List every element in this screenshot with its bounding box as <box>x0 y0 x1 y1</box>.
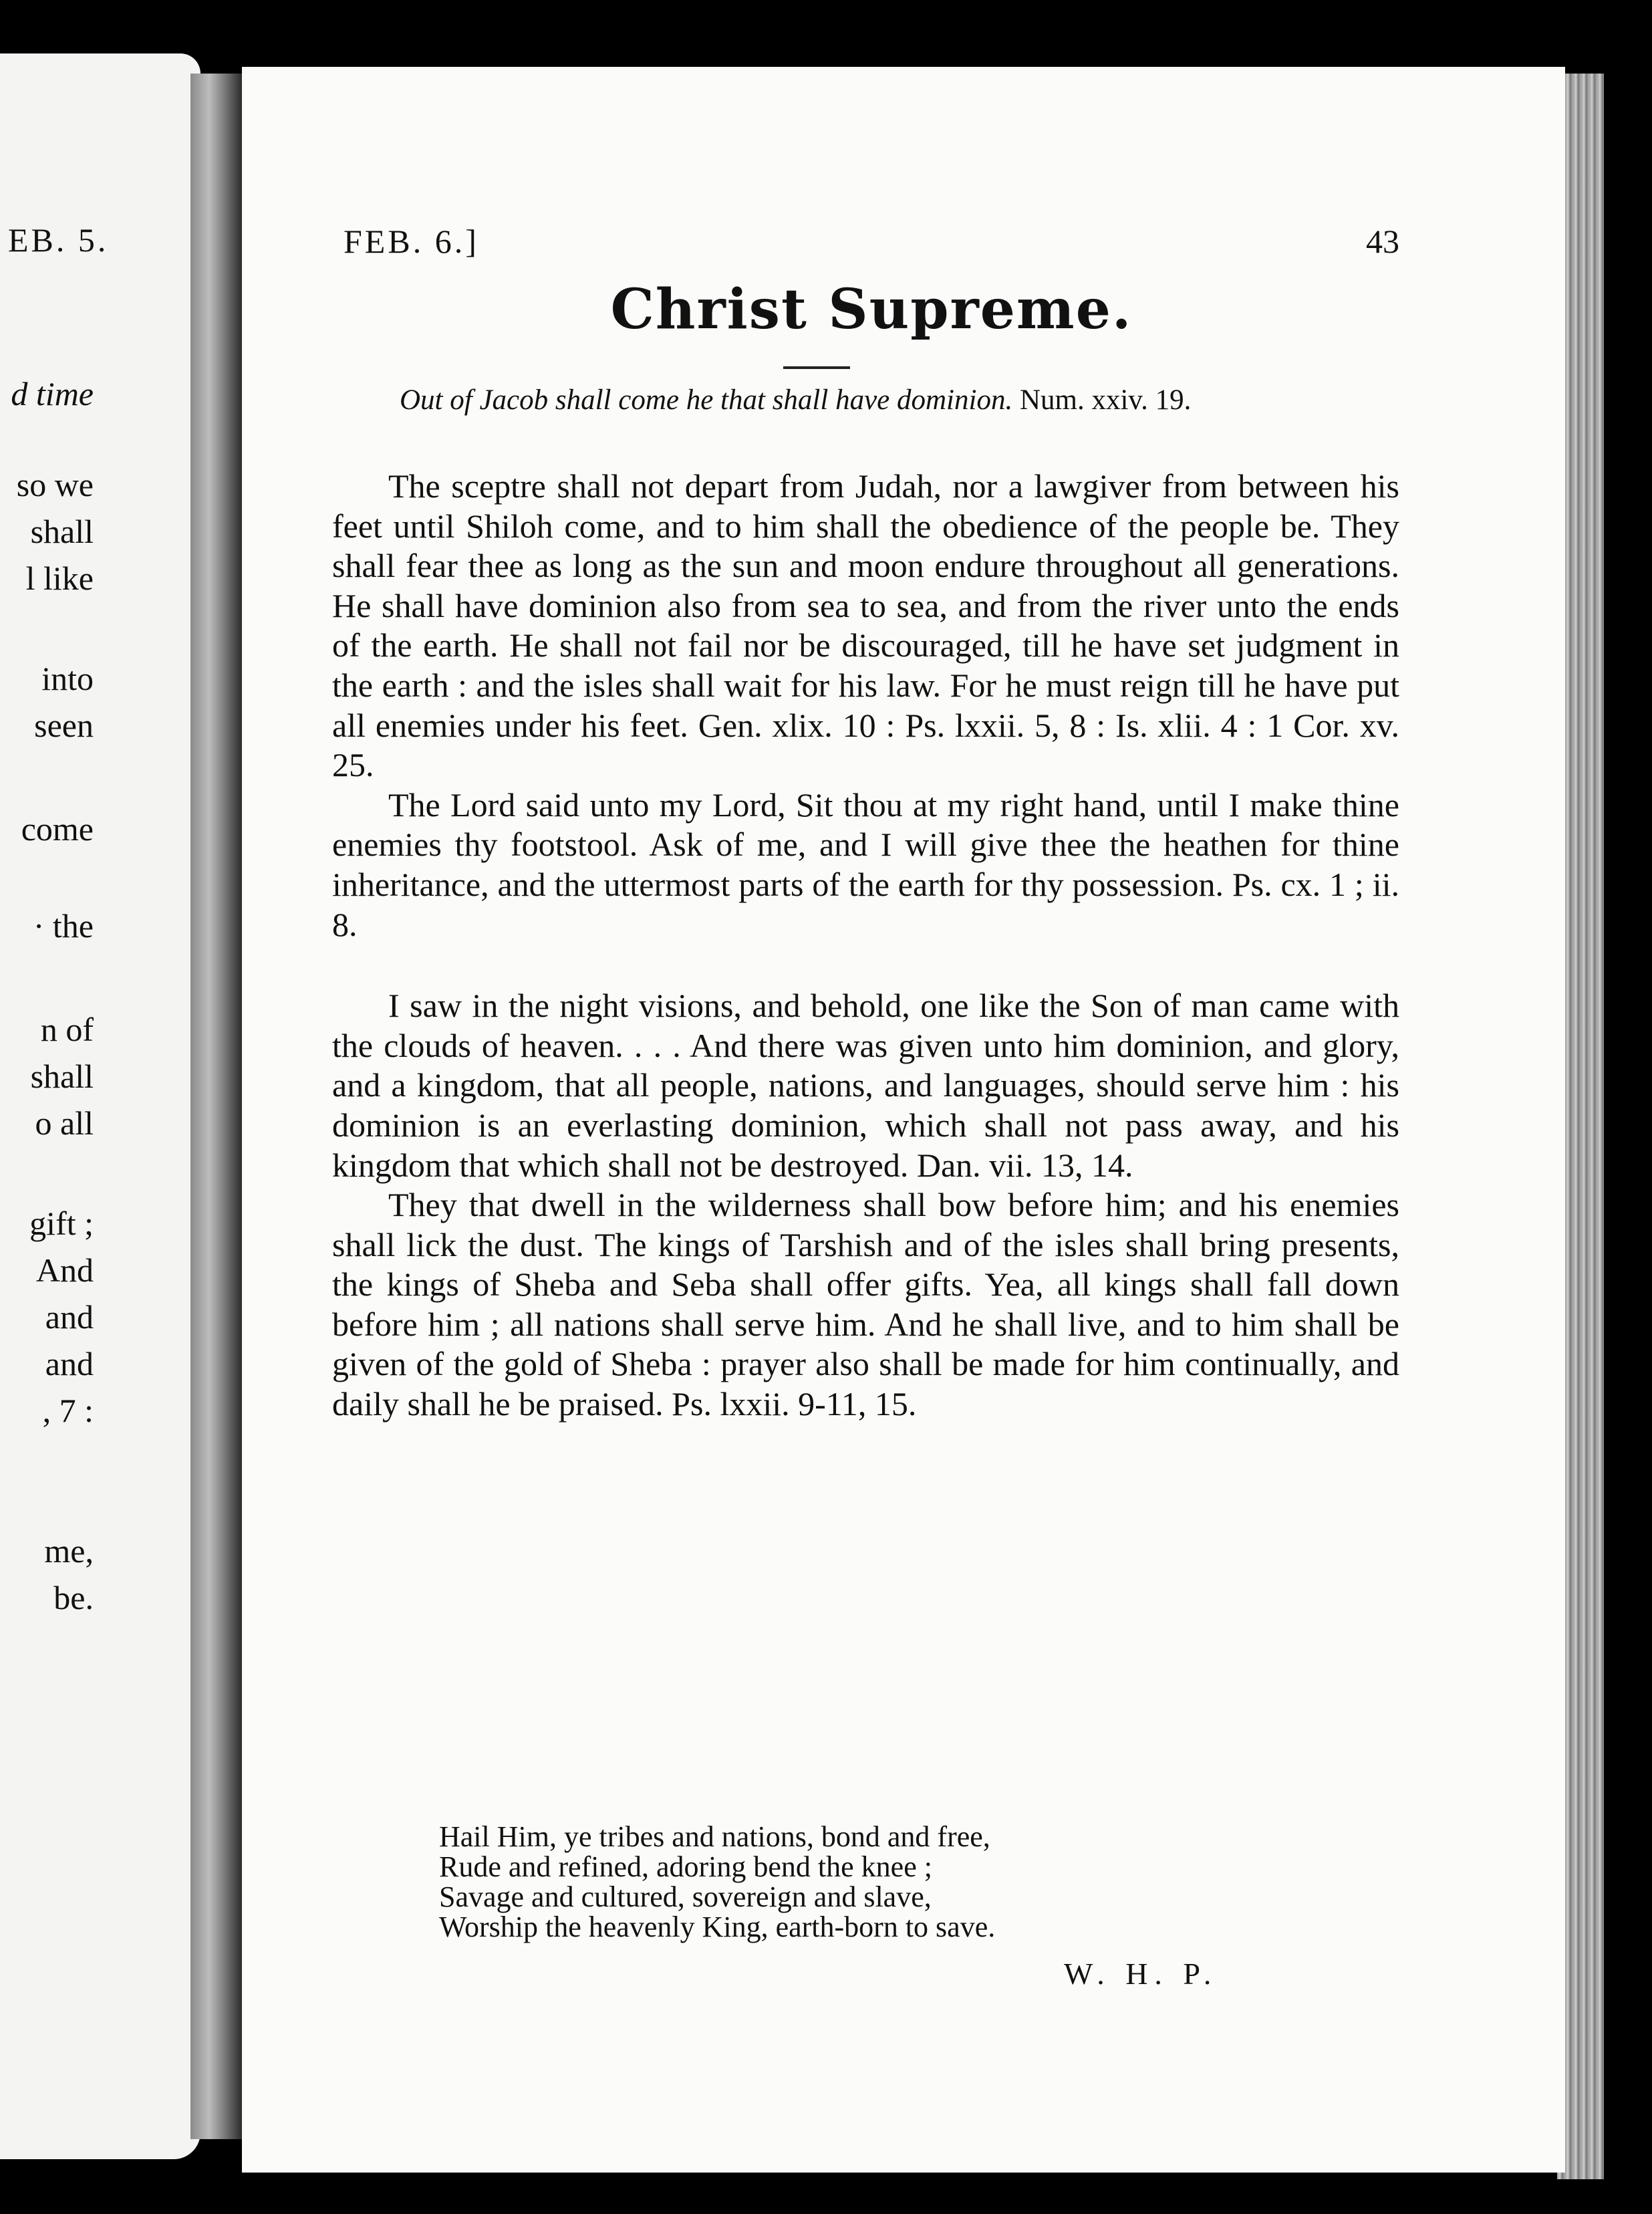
left-facing-page <box>0 53 200 2159</box>
left-page-line: into <box>41 660 94 697</box>
paragraph: The Lord said unto my Lord, Sit thou at my right hand, until I make thine enemies thy footstool. Ask of me, and I will give thee the heathen for thine inheritance, and the uttermost parts of the earth for thy possession. Ps. cx. 1 ; ii. 8. <box>332 785 1399 943</box>
left-page-line: and <box>45 1345 94 1382</box>
left-page-line: And <box>35 1251 94 1289</box>
left-page-line: n of <box>40 1011 94 1048</box>
page-title: Christ Supreme. <box>610 277 1133 342</box>
signature: W. H. P. <box>1064 1957 1218 1991</box>
paragraph: They that dwell in the wilderness shall bow before him; and his enemies shall lick the dust. The kings of Tarshish and of the isles shall bring presents, the kings of Sheba and Seba shall offer gifts. Yea, all kings shall fall down before him ; all nations shall serve him. And he shall live, and to him shall be given of the gold of Sheba : prayer also shall be made for him continually, and daily shall he be praised. Ps. lxxii. 9-11, 15. <box>332 1186 1399 1423</box>
running-head <box>343 222 1399 269</box>
body-text <box>332 467 1399 1425</box>
poem-line: Worship the heavenly King, earth-born to save. <box>439 1911 996 1943</box>
left-page-line: shall <box>30 1058 94 1095</box>
left-page-header: EB. 5. <box>8 221 109 259</box>
left-page-line: so we <box>16 466 94 503</box>
left-page-line: shall <box>30 513 94 550</box>
left-page-italic-fragment: d time <box>11 375 94 412</box>
poem-line: Hail Him, ye tribes and nations, bond and free, <box>439 1820 990 1853</box>
left-page-line: gift ; <box>29 1205 94 1242</box>
main-page <box>242 67 1565 2173</box>
poem-line: Savage and cultured, sovereign and slave, <box>439 1880 932 1913</box>
left-page-line: come <box>21 810 94 848</box>
paragraph: I saw in the night visions, and behold, one like the Son of man came with the clouds of heaven. . . . And there was given unto him dominion, and glory, and a kingdom, that all people, nations, and languages, should serve him : his dominion is an everlasting dominion, which shall not pass away, and his kingdom that which shall not be destroyed. Dan. vii. 13, 14. <box>332 987 1399 1184</box>
left-page-line: l like <box>25 560 94 597</box>
epigraph-reference: Num. xxiv. 19. <box>1019 384 1192 416</box>
paragraph: The sceptre shall not depart from Judah, nor a lawgiver from between his feet until Shiloh come, and to him shall the obedience of the people be. They shall fear thee as long as the sun and moon endure throughout all generations. He shall have dominion also from sea to sea, and from the river unto the ends of the earth. He shall not fail nor be discouraged, till he have set judgment in the earth : and the isles shall wait for his law. For he must reign till he have put all enemies under his feet. Gen. xlix. 10 : Ps. lxxii. 5, 8 : Is. xlii. 4 : 1 Cor. xv. 25. <box>332 467 1399 784</box>
epigraph <box>343 381 1399 420</box>
running-head-date: FEB. 6.] <box>343 223 479 260</box>
poem-line: Rude and refined, adoring bend the knee ; <box>439 1850 932 1883</box>
left-page-line: · the <box>33 907 94 945</box>
left-page-line: seen <box>34 707 94 744</box>
left-page-line: be. <box>53 1579 94 1616</box>
left-page-line: o all <box>35 1104 94 1142</box>
poem <box>439 1822 995 1942</box>
epigraph-text: Out of Jacob shall come he that shall have dominion. <box>400 384 1013 416</box>
title-rule <box>783 366 850 369</box>
left-page-line: , 7 : <box>42 1392 94 1429</box>
book-gutter <box>190 74 244 2139</box>
left-page-line: me, <box>44 1532 94 1570</box>
page-number: 43 <box>1366 223 1399 260</box>
left-page-line: and <box>45 1298 94 1336</box>
